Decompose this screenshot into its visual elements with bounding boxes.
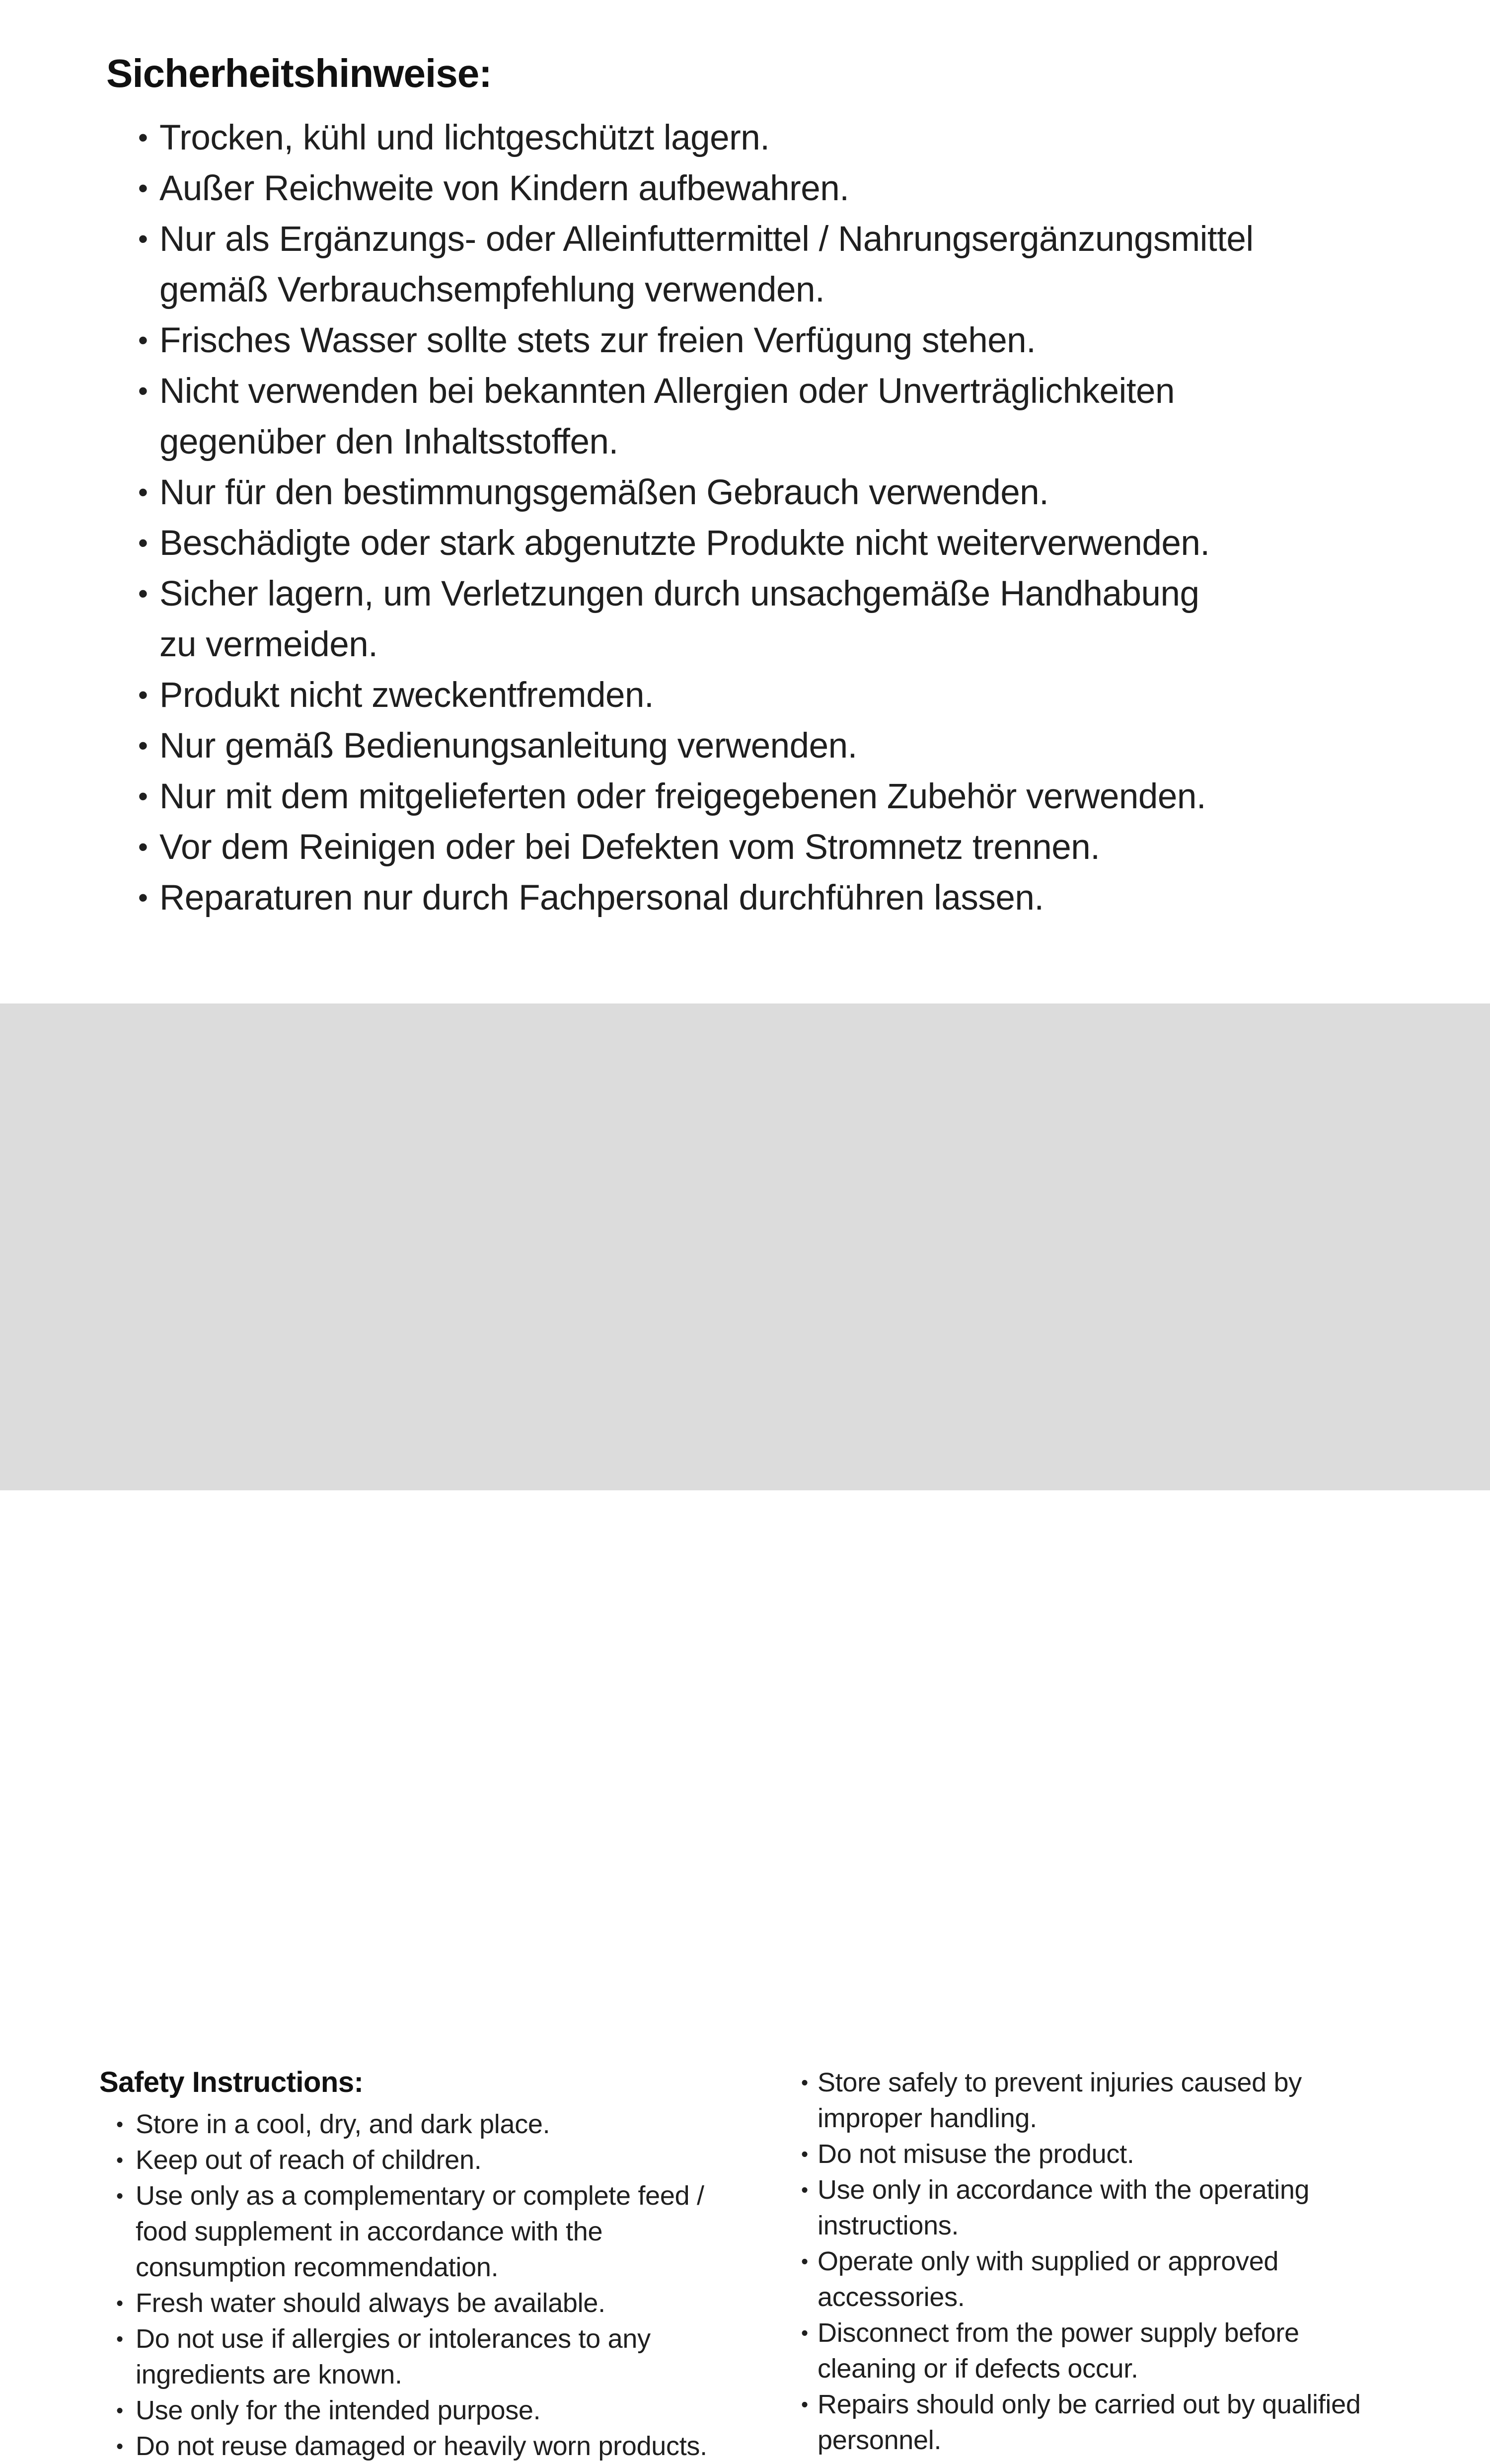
bullet-icon: • xyxy=(116,2399,123,2422)
bullet-text: Nur gemäß Bedienungsanleitung verwenden. xyxy=(159,726,857,766)
bullet-text: Vor dem Reinigen oder bei Defekten vom Stromnetz trennen. xyxy=(159,828,1100,867)
bullet-icon: • xyxy=(801,2393,808,2416)
bullet-icon: • xyxy=(116,2435,123,2458)
bullet-text: Store in a cool, dry, and dark place. xyxy=(136,2109,550,2139)
bullet-icon: • xyxy=(138,477,148,508)
bullet-icon: • xyxy=(138,882,148,914)
bullet-text: Sicher lagern, um Verletzungen durch unsachgemäße Handhabung zu vermeiden. xyxy=(159,574,1199,664)
bullet-icon: • xyxy=(138,730,148,762)
bullet-icon: • xyxy=(138,173,148,204)
list-item xyxy=(138,366,1254,467)
list-item xyxy=(116,2285,777,2321)
list-item xyxy=(138,822,1254,873)
bullet-icon: • xyxy=(801,2250,808,2273)
bullet-icon: • xyxy=(116,2113,123,2136)
list-item xyxy=(138,163,1254,214)
list-item xyxy=(801,2065,1462,2136)
list-item xyxy=(138,518,1254,569)
list-item xyxy=(138,467,1254,518)
bullet-icon: • xyxy=(138,122,148,154)
bullet-icon: • xyxy=(138,578,148,610)
list-item xyxy=(138,670,1254,721)
english-heading: Safety Instructions: xyxy=(99,2066,364,2098)
bullet-icon: • xyxy=(138,325,148,356)
english-left-bullet-list xyxy=(116,2106,777,2464)
list-item xyxy=(138,315,1254,366)
bullet-icon: • xyxy=(138,224,148,255)
bullet-text: Trocken, kühl und lichtgeschützt lagern. xyxy=(159,118,770,157)
bullet-icon: • xyxy=(138,832,148,863)
english-right-bullet-list xyxy=(801,2065,1462,2458)
bullet-icon: • xyxy=(116,2327,123,2350)
bullet-text: Use only for the intended purpose. xyxy=(136,2395,541,2425)
bullet-text: Nur mit dem mitgelieferten oder freigegebenen Zubehör verwenden. xyxy=(159,777,1206,816)
bullet-icon: • xyxy=(801,2178,808,2201)
bullet-text: Operate only with supplied or approved accessories. xyxy=(818,2246,1279,2312)
bullet-text: Use only in accordance with the operating instructions. xyxy=(818,2175,1310,2240)
list-item xyxy=(138,113,1254,163)
bullet-text: Nur für den bestimmungsgemäßen Gebrauch verwenden. xyxy=(159,473,1049,512)
list-item xyxy=(116,2428,777,2464)
bullet-text: Nicht verwenden bei bekannten Allergien oder Unverträglichkeiten gegenüber den Inhaltsstoffen. xyxy=(159,372,1175,462)
bullet-text: Fresh water should always be available. xyxy=(136,2288,605,2318)
bullet-text: Außer Reichweite von Kindern aufbewahren. xyxy=(159,169,849,208)
list-item xyxy=(801,2243,1462,2315)
list-item xyxy=(801,2387,1462,2458)
bullet-icon: • xyxy=(138,680,148,711)
bullet-text: Disconnect from the power supply before cleaning or if defects occur. xyxy=(818,2318,1299,2384)
bullet-text: Do not use if allergies or intolerances to any ingredients are known. xyxy=(136,2324,651,2389)
list-item xyxy=(116,2106,777,2142)
bullet-icon: • xyxy=(116,2149,123,2171)
german-heading: Sicherheitshinweise: xyxy=(106,51,492,95)
list-item xyxy=(116,2178,777,2285)
bullet-text: Store safely to prevent injuries caused by improper handling. xyxy=(818,2068,1302,2133)
bullet-text: Beschädigte oder stark abgenutzte Produkte nicht weiterverwenden. xyxy=(159,524,1210,563)
bullet-icon: • xyxy=(801,2321,808,2344)
bullet-icon: • xyxy=(801,2143,808,2165)
bullet-icon: • xyxy=(138,376,148,407)
bullet-text: Nur als Ergänzungs- oder Alleinfuttermittel / Nahrungsergänzungsmittel gemäß Verbrauchsempfehlung verwenden. xyxy=(159,220,1254,309)
bullet-text: Keep out of reach of children. xyxy=(136,2145,482,2175)
bullet-text: Do not misuse the product. xyxy=(818,2139,1134,2169)
bullet-icon: • xyxy=(116,2184,123,2207)
bullet-icon: • xyxy=(138,781,148,812)
list-item xyxy=(116,2392,777,2428)
bullet-text: Repairs should only be carried out by qualified personnel. xyxy=(818,2389,1361,2455)
list-item xyxy=(116,2321,777,2392)
bullet-text: Use only as a complementary or complete feed / food supplement in accordance with the consumption recommendation. xyxy=(136,2181,704,2282)
bullet-text: Reparaturen nur durch Fachpersonal durchführen lassen. xyxy=(159,878,1044,918)
list-item xyxy=(801,2315,1462,2387)
english-safety-band xyxy=(0,1003,1490,2461)
list-item xyxy=(138,873,1254,924)
bullet-text: Do not reuse damaged or heavily worn products. xyxy=(136,2431,707,2461)
bullet-text: Frisches Wasser sollte stets zur freien Verfügung stehen. xyxy=(159,321,1036,360)
list-item xyxy=(801,2172,1462,2243)
list-item xyxy=(138,214,1254,315)
list-item xyxy=(138,569,1254,670)
list-item xyxy=(138,771,1254,822)
bullet-text: Produkt nicht zweckentfremden. xyxy=(159,676,654,715)
bullet-icon: • xyxy=(801,2071,808,2094)
list-item xyxy=(801,2136,1462,2172)
list-item xyxy=(138,721,1254,771)
list-item xyxy=(116,2142,777,2178)
german-bullet-list xyxy=(138,113,1254,924)
bullet-icon: • xyxy=(138,528,148,559)
bullet-icon: • xyxy=(116,2292,123,2314)
